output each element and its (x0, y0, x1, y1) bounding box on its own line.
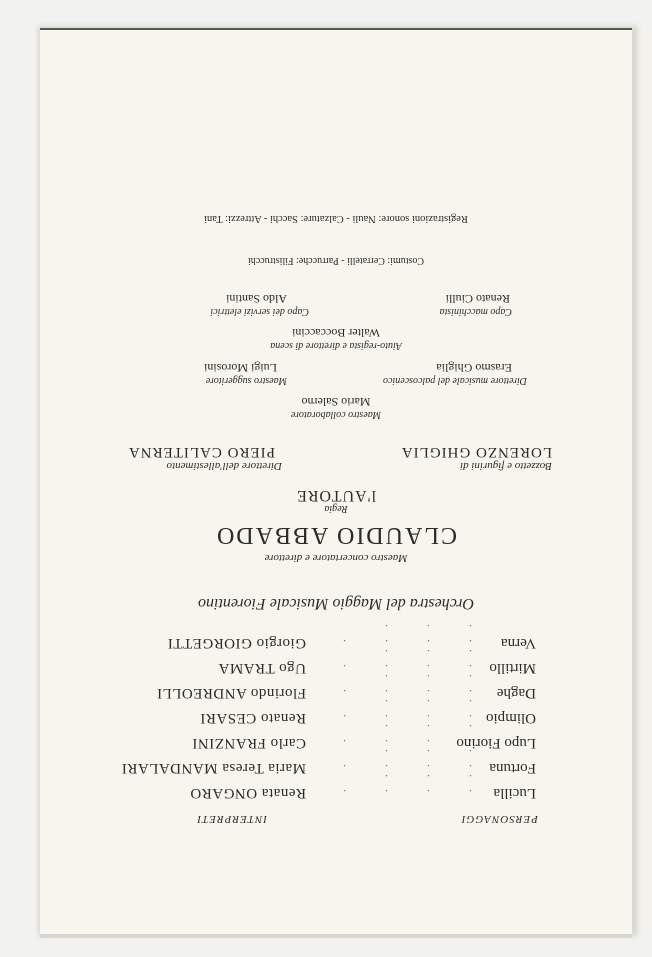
interpreti-header: INTERPRETI (196, 813, 267, 825)
actor-name: Giorgio GIORGETTI (167, 635, 306, 651)
cast-row (116, 622, 536, 651)
macchinista-name: Renato Ciulli (445, 292, 510, 306)
page-content-upside-down (40, 30, 632, 934)
regia-name: l'AUTORE (296, 487, 376, 504)
cast-row (116, 772, 536, 801)
cast-row (116, 697, 536, 726)
palcoscenico-label: Direttore musicale del palcoscenico (383, 375, 527, 386)
suggeritore-label: Maestro suggeritore (205, 375, 287, 386)
conductor-name: CLAUDIO ABBADO (215, 522, 458, 548)
bozzetto-label: Bozzetto e figurini di (460, 460, 552, 472)
cast-row (116, 722, 536, 751)
actor-name: Florindo ANDREOLLI (156, 685, 306, 701)
cast-row (116, 672, 536, 701)
dot-leader: . . . . . . . (325, 772, 472, 801)
suggeritore-name: Luigi Morosini (203, 361, 277, 375)
collaboratore-name: Mario Salerno (301, 395, 371, 409)
palcoscenico-name: Erasmo Ghiglia (436, 361, 512, 375)
dot-leader: . . . . . . . (325, 622, 472, 651)
dot-leader: . . . . . . . (325, 647, 472, 676)
personaggi-header: PERSONAGGI (460, 813, 538, 825)
collaboratore-label: Maestro collaboratore (290, 409, 382, 420)
allestimento-name: PIERO CALITERNA (127, 444, 275, 460)
macchinista-label: Capo macchinista (439, 306, 512, 317)
role-name: Fortuna (489, 760, 536, 776)
role-name: Daghe (496, 685, 536, 701)
role-name: Verna (501, 635, 536, 651)
allestimento-label: Direttore dell'allestimento (166, 460, 282, 472)
program-page (40, 28, 632, 934)
cast-row (116, 647, 536, 676)
bozzetto-name: LORENZO GHIGLIA (400, 444, 552, 460)
regia-label: Regia (324, 503, 348, 514)
actor-name: Carlo FRANZINI (191, 735, 306, 751)
role-name: Olimpio (485, 710, 536, 726)
dot-leader: . . . . . . . (325, 697, 472, 726)
orchestra-line: Orchestra del Maggio Musicale Fiorentino (197, 595, 475, 612)
elettrici-name: Aldo Santini (225, 292, 287, 306)
registrazioni-line: Registrazioni sonore: Nauli - Calzature: Sacchi - Attrezzi: Tani (204, 213, 468, 224)
page-bottom-strip (40, 934, 632, 938)
conductor-label: Maestro concertatore e direttore (264, 552, 408, 564)
actor-name: Renato CESARI (199, 710, 306, 726)
dot-leader: . . . . . . . (325, 722, 472, 751)
dot-leader: . . . . . . . (325, 747, 472, 776)
aiuto-regia-label: Aiuto-regista e direttore di scena (270, 340, 402, 351)
elettrici-label: Capo dei servizi elettrici (210, 306, 309, 317)
role-name: Lupo Fiorino (456, 735, 536, 751)
cast-row (116, 747, 536, 776)
actor-name: Ugo TRAMA (218, 660, 306, 676)
role-name: Mirtillo (489, 660, 536, 676)
actor-name: Maria Teresa MANDALARI (121, 760, 306, 776)
role-name: Lucilla (493, 785, 536, 801)
aiuto-regia-name: Walter Boccaccini (292, 326, 380, 340)
actor-name: Renata ONGARO (189, 785, 306, 801)
dot-leader: . . . . . . . (325, 672, 472, 701)
costumi-line: Costumi: Cerratelli - Parrucche: Filistrucchi (247, 255, 425, 266)
